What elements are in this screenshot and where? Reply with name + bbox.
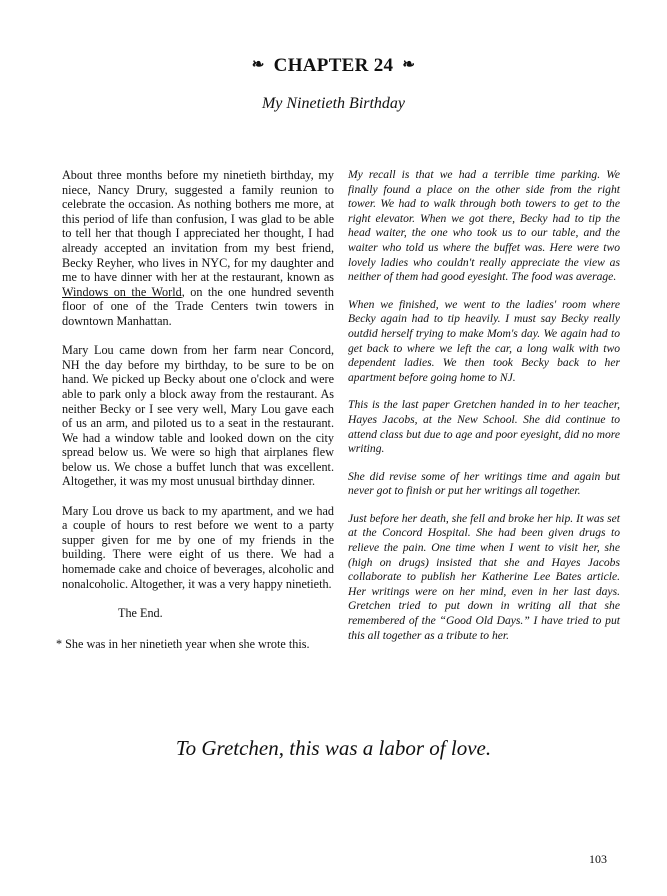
- left-column: [62, 168, 334, 635]
- chapter-subtitle: My Ninetieth Birthday: [261, 95, 406, 112]
- left-paragraph-1: [62, 168, 334, 329]
- left-floral-ornament-icon: ❧: [251, 57, 265, 73]
- left-paragraph-3: Mary Lou drove us back to my apartment, and we had a couple of hours to rest before we went to a party supper given for me by one of my friends in the building. There were eight of us there. We had a homemade cake and choice of beverages, alcoholic and nonalcoholic. Altogether, it was a very happy ninetieth.: [62, 503, 334, 591]
- right-paragraph: My recall is that we had a terrible time parking. We finally found a place on the other side from the right tower. We had to walk through both towers to get to the right elevator. When we got there, Becky had to tip the head waiter, the one who took us to our table, and the waiter who told us where the buffet was. Here were two lovely ladies who couldn't really appreciate the view as neither of them had good eyesight. The food was average.: [348, 168, 620, 284]
- right-floral-ornament-icon: ❧: [402, 57, 416, 73]
- dedication: To Gretchen, this was a labor of love.: [175, 736, 492, 760]
- windows-on-the-world-underlined-text: Windows on the World: [62, 284, 182, 299]
- chapter-heading: [0, 55, 667, 77]
- left-paragraph-1-text-end: , on the one hundred seventh floor of one of the Trade Centers twin towers in downtown Manhattan.: [62, 284, 335, 328]
- right-paragraph: When we finished, we went to the ladies' room where Becky again had to tip heavily. I must say Becky really outdid herself trying to make Mom's day. We again had to get back to where we left the car, a long walk with two dependent ladies. We then took Becky back to her apartment before going home to NJ.: [348, 297, 620, 384]
- chapter-title: CHAPTER 24: [273, 55, 394, 76]
- the-end: The End.: [118, 605, 163, 620]
- left-paragraph-1-text: About three months before my ninetieth birthday, my niece, Nancy Drury, suggested a family reunion to celebrate the occasion. As nothing bothers me more, at this period of life than confusion, I was glad to be able to tell her that though I appreciated her thought, I had already accepted an invitation from my best friend, Becky Reyher, who lives in NYC, for my daughter and me to have dinner with her at the restaurant, known as: [62, 168, 334, 285]
- footnote: * She was in her ninetieth year when she wrote this.: [56, 637, 310, 651]
- right-paragraph: She did revise some of her writings time and again but never got to finish or put her writings all together.: [348, 469, 620, 498]
- right-paragraph: Just before her death, she fell and broke her hip. It was set at the Concord Hospital. She had been given drugs to relieve the pain. One time when I went to visit her, she (high on drugs) insisted that she and Hayes Jacobs collaborate to publish her Katherine Lee Bates article. Her writings were on her mind, even in her last days. Gretchen tried to put down in writing all that she remembered of the “Good Old Days.” I have tried to put this all together as a tribute to her.: [348, 511, 620, 642]
- right-paragraph: This is the last paper Gretchen handed in to her teacher, Hayes Jacobs, at the New School. She did continue to attend class but due to age and poor eyesight, did no more writing.: [348, 398, 620, 456]
- page-number: 103: [589, 852, 607, 866]
- right-column: [348, 168, 620, 656]
- left-paragraph-2: Mary Lou came down from her farm near Concord, NH the day before my birthday, to be sure to be on hand. We picked up Becky about one o'clock and were able to park only a block away from the restaurant. As neither Becky or I see very well, Mary Lou gave each of us an arm, and piloted us to a seat in the restaurant. We had a window table and looked down on the city spread below us. We were so high that airplanes flew below us. We chose a buffet lunch that was excellent. Altogether, it was my most unusual birthday dinner.: [62, 343, 334, 489]
